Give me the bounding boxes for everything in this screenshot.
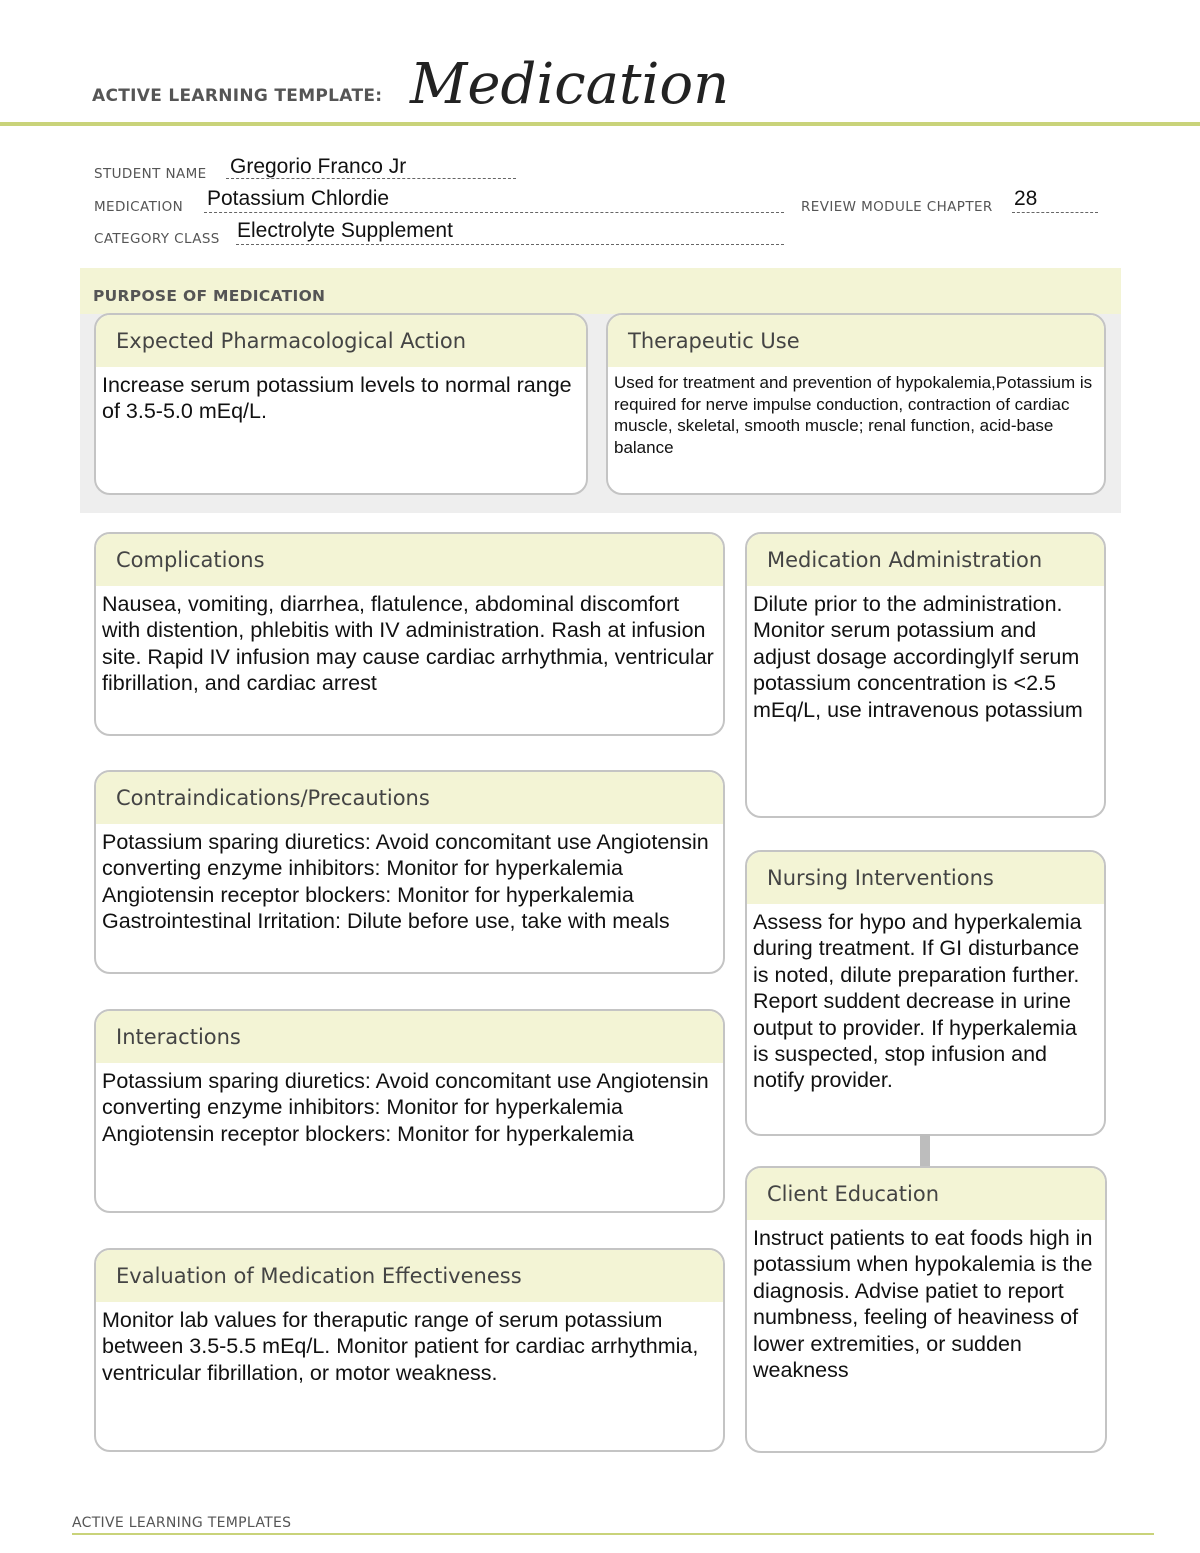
therapeutic-use-text[interactable]: Used for treatment and prevention of hypokalemia,Potassium is required for nerve impulse conduction, contraction of cardiac muscle, skeletal, smooth muscle; renal function, acid-base balance [614, 373, 1093, 457]
complications-heading: Complications [96, 534, 723, 586]
review-module-label: REVIEW MODULE CHAPTER [801, 199, 993, 215]
administration-text[interactable]: Dilute prior to the administration. Monitor serum potassium and adjust dosage accordinglyIf serum potassium concentration is <2.5 mEq/L, use intravenous potassium [753, 592, 1083, 722]
expected-action-text[interactable]: Increase serum potassium levels to normal range of 3.5-5.0 mEq/L. [102, 373, 572, 424]
student-name-label: STUDENT NAME [94, 166, 207, 182]
medication-field[interactable]: Potassium Chlordie [207, 187, 390, 210]
therapeutic-use-heading: Therapeutic Use [608, 315, 1104, 367]
complications-box [94, 532, 725, 736]
review-module-field[interactable]: 28 [1014, 187, 1038, 210]
client-education-heading: Client Education [747, 1168, 1105, 1220]
therapeutic-use-box [606, 313, 1106, 495]
nursing-interventions-text[interactable]: Assess for hypo and hyperkalemia during treatment. If GI disturbance is noted, dilute preparation further. Report suddent decrease in urine output to provider. If hyperkalemia is suspected, stop infusion and notify provider. [753, 910, 1082, 1093]
complications-text[interactable]: Nausea, vomiting, diarrhea, flatulence, abdominal discomfort with distention, phlebitis with IV administration. Rash at infusion site. Rapid IV infusion may cause cardiac arrhythmia, ventricular fibrillation, and cardiac arrest [102, 592, 714, 696]
client-education-box [745, 1166, 1107, 1453]
header-divider [0, 122, 1200, 126]
nursing-interventions-box [745, 850, 1106, 1136]
template-label: ACTIVE LEARNING TEMPLATE: [92, 86, 383, 106]
medication-label: MEDICATION [94, 199, 184, 215]
evaluation-box [94, 1248, 725, 1452]
box-connector [920, 1134, 930, 1168]
administration-box [745, 532, 1106, 818]
contraindications-box [94, 770, 725, 974]
expected-action-box [94, 313, 588, 495]
nursing-interventions-heading: Nursing Interventions [747, 852, 1104, 904]
contraindications-heading: Contraindications/Precautions [96, 772, 723, 824]
interactions-heading: Interactions [96, 1011, 723, 1063]
evaluation-text[interactable]: Monitor lab values for theraputic range of serum potassium between 3.5-5.5 mEq/L. Monitor patient for cardiac arrhythmia, ventricular fibrillation, or motor weakness. [102, 1308, 699, 1385]
medication-line [204, 212, 784, 213]
footer-divider [72, 1533, 1154, 1535]
category-class-label: CATEGORY CLASS [94, 231, 220, 247]
administration-heading: Medication Administration [747, 534, 1104, 586]
student-name-field[interactable]: Gregorio Franco Jr [230, 155, 407, 178]
category-class-line [236, 244, 784, 245]
review-module-line [1012, 212, 1098, 213]
evaluation-heading: Evaluation of Medication Effectiveness [96, 1250, 723, 1302]
client-education-text[interactable]: Instruct patients to eat foods high in potassium when hypokalemia is the diagnosis. Advise patiet to report numbness, feeling of heaviness of lower extremities, or sudden weakness [753, 1226, 1093, 1383]
interactions-text[interactable]: Potassium sparing diuretics: Avoid concomitant use Angiotensin converting enzyme inhibitors: Monitor for hyperkalemia Angiotensin receptor blockers: Monitor for hyperkalemia [102, 1069, 709, 1146]
contraindications-text[interactable]: Potassium sparing diuretics: Avoid concomitant use Angiotensin converting enzyme inhibitors: Monitor for hyperkalemia Angiotensin receptor blockers: Monitor for hyperkalemia Gastrointestinal Irritation: Dilute before use, take with meals [102, 830, 709, 934]
category-class-field[interactable]: Electrolyte Supplement [237, 219, 453, 242]
footer-label: ACTIVE LEARNING TEMPLATES [72, 1515, 292, 1531]
purpose-title: PURPOSE OF MEDICATION [93, 287, 326, 305]
interactions-box [94, 1009, 725, 1213]
expected-action-heading: Expected Pharmacological Action [96, 315, 586, 367]
page-title: Medication [410, 52, 730, 117]
